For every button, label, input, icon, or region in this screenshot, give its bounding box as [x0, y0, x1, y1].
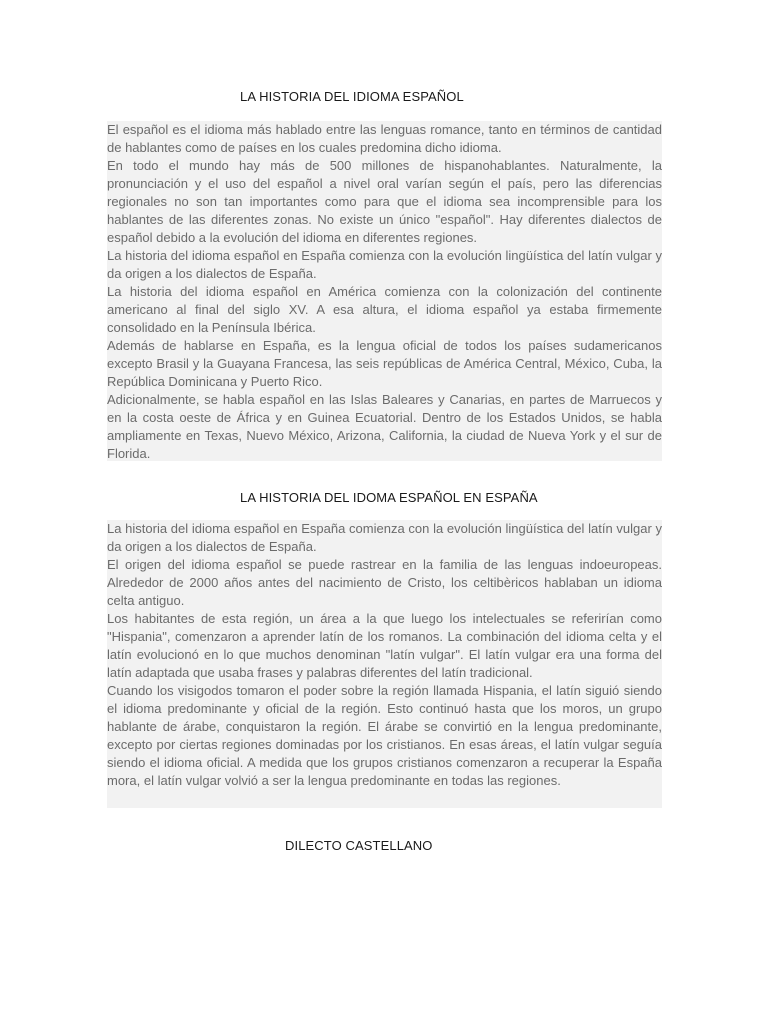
- paragraph: Además de hablarse en España, es la lengua oficial de todos los países sudamericanos excepto Brasil y la Guayana Francesa, las seis repúblicas de América Central, México, Cuba, la República Dominicana y Puerto Rico.: [107, 338, 662, 389]
- section-title-dialecto-castellano: DILECTO CASTELLANO: [285, 838, 433, 853]
- paragraph: La historia del idioma español en España comienza con la evolución lingüística del latín vulgar y da origen a los dialectos de España.: [107, 521, 662, 554]
- section-title-historia-espana: LA HISTORIA DEL IDOMA ESPAÑOL EN ESPAÑA: [240, 490, 538, 505]
- section-title-historia-idioma: LA HISTORIA DEL IDIOMA ESPAÑOL: [240, 89, 464, 104]
- paragraph: La historia del idioma español en América comienza con la colonización del continente americano al final del siglo XV. A esa altura, el idioma español ya estaba firmemente consolidado en la Península Ibérica.: [107, 284, 662, 335]
- paragraph: La historia del idioma español en España comienza con la evolución lingüística del latín vulgar y da origen a los dialectos de España.: [107, 248, 662, 281]
- section-body-historia-idioma: [107, 121, 662, 461]
- section-body-historia-espana: [107, 520, 662, 808]
- paragraph: El origen del idioma español se puede rastrear en la familia de las lenguas indoeuropeas. Alrededor de 2000 años antes del nacimiento de Cristo, los celtibèricos hablaban un idioma celta antiguo.: [107, 557, 662, 608]
- paragraph: Adicionalmente, se habla español en las Islas Baleares y Canarias, en partes de Marruecos y en la costa oeste de África y en Guinea Ecuatorial. Dentro de los Estados Unidos, se habla ampliamente en Texas, Nuevo México, Arizona, California, la ciudad de Nueva York y el sur de Florida.: [107, 392, 662, 461]
- paragraph: El español es el idioma más hablado entre las lenguas romance, tanto en términos de cantidad de hablantes como de países en los cuales predomina dicho idioma.: [107, 122, 662, 155]
- paragraph: Los habitantes de esta región, un área a la que luego los intelectuales se referirían como "Hispania", comenzaron a aprender latín de los romanos. La combinación del idioma celta y el latín evolucionó en lo que muchos denominan "latín vulgar". El latín vulgar era una forma del latín adaptada que usaba frases y palabras diferentes del latín tradicional.: [107, 611, 662, 680]
- paragraph: Cuando los visigodos tomaron el poder sobre la región llamada Hispania, el latín siguió siendo el idioma predominante y oficial de la región. Esto continuó hasta que los moros, un grupo hablante de árabe, conquistaron la región. El árabe se convirtió en la lengua predominante, excepto por ciertas regiones dominadas por los cristianos. En esas áreas, el latín vulgar seguía siendo el idioma oficial. A medida que los grupos cristianos comenzaron a recuperar la España mora, el latín vulgar volvió a ser la lengua predominante en todas las regiones.: [107, 683, 662, 788]
- paragraph: En todo el mundo hay más de 500 millones de hispanohablantes. Naturalmente, la pronunciación y el uso del español a nivel oral varían según el país, pero las diferencias regionales no son tan importantes como para que el idioma sea incomprensible para los hablantes de las diferentes zonas. No existe un único "español". Hay diferentes dialectos de español debido a la evolución del idioma en diferentes regiones.: [107, 158, 662, 245]
